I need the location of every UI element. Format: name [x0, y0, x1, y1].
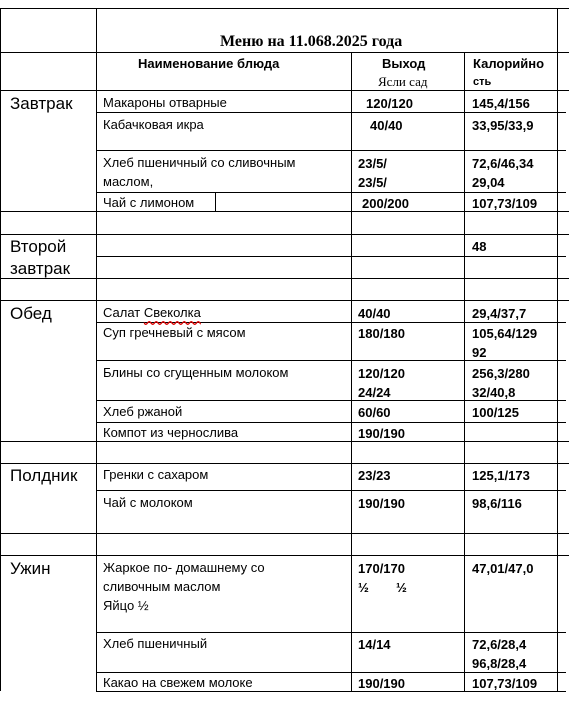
row-divider [96, 256, 566, 257]
dish-calories: 125,1/173 [472, 468, 530, 483]
dish-output-cont: 24/24 [358, 385, 391, 400]
dish-name: Суп гречневый с мясом [103, 325, 246, 340]
dish-calories: 29,4/37,7 [472, 306, 527, 321]
dish-calories: 107,73/109 [472, 196, 538, 211]
header-dish: Наименование блюда [138, 56, 280, 71]
header-output: Выход [382, 56, 426, 71]
dish-output: 120/120 [358, 366, 405, 381]
dish-output-half: ½ [358, 580, 369, 595]
dish-output: 190/190 [358, 496, 405, 511]
dish-name [103, 303, 201, 322]
meal-breakfast: Завтрак [10, 94, 73, 113]
row-divider [0, 533, 569, 534]
dish-calories: 98,6/116 [472, 496, 522, 511]
dish-name: Какао на свежем молоке [103, 675, 253, 690]
dish-output: 200/200 [362, 196, 409, 211]
column-divider [557, 8, 558, 691]
dish-name: Блины со сгущенным молоком [103, 365, 289, 380]
dish-output: 23/5/ [358, 156, 387, 171]
dish-calories: 47,01/47,0 [472, 561, 534, 576]
dish-calories-cont: 96,8/28,4 [472, 656, 527, 671]
page-title: Меню на 11.068.2025 года [220, 33, 403, 50]
dish-name: Чай с лимоном [103, 195, 195, 210]
dish-name: Хлеб ржаной [103, 404, 183, 419]
dish-output: 190/190 [358, 426, 405, 441]
dish-output: 40/40 [358, 306, 391, 321]
dish-calories: 33,95/33,9 [472, 118, 534, 133]
dish-output: 60/60 [358, 405, 391, 420]
row-divider [0, 234, 569, 235]
dish-name-cont: Яйцо ½ [103, 598, 149, 613]
dish-name-prefix: Салат [103, 305, 141, 320]
dish-name-word: Свеколка [143, 305, 201, 320]
column-divider [0, 8, 1, 691]
dish-calories: 48 [472, 239, 487, 254]
header-calories-line2: сть [473, 76, 492, 88]
dish-name: Гренки с сахаром [103, 467, 209, 482]
dish-name: Кабачковая икра [103, 117, 204, 132]
dish-output: 23/23 [358, 468, 391, 483]
meal-snack: Полдник [10, 466, 78, 485]
dish-output-cont: 23/5/ [358, 175, 387, 190]
row-divider [0, 278, 569, 279]
dish-calories: 105,64/129 [472, 326, 538, 341]
column-divider [464, 52, 465, 691]
meal-dinner: Ужин [10, 559, 51, 578]
dish-calories: 107,73/109 [472, 676, 538, 691]
row-divider [0, 52, 569, 53]
header-calories-line1: Калорийно [473, 56, 545, 71]
dish-output: 190/190 [358, 676, 405, 691]
dish-name: Жаркое по- домашнему со [103, 560, 265, 575]
header-calories [473, 55, 544, 91]
dish-calories: 72,6/46,34 [472, 156, 534, 171]
meal-lunch: Обед [10, 304, 52, 323]
dish-output: 170/170 [358, 561, 405, 576]
dish-output: 40/40 [370, 118, 403, 133]
dish-calories-cont: 92 [472, 345, 487, 360]
column-divider [215, 192, 216, 211]
row-divider [0, 463, 569, 464]
dish-name: Макароны отварные [103, 95, 227, 110]
row-divider [0, 555, 569, 556]
meal-second-breakfast-line1: Второй [10, 237, 67, 256]
dish-calories: 72,6/28,4 [472, 637, 527, 652]
dish-name: Хлеб пшеничный со сливочным [103, 155, 296, 170]
row-divider [96, 490, 566, 491]
column-divider [96, 8, 97, 691]
dish-output: 120/120 [366, 96, 413, 111]
column-divider [351, 52, 352, 691]
row-divider [96, 632, 566, 633]
dish-name-cont: сливочным маслом [103, 579, 221, 594]
dish-output: 14/14 [358, 637, 391, 652]
row-divider [96, 360, 566, 361]
header-output-sub: Ясли сад [378, 74, 428, 89]
dish-calories: 145,4/156 [472, 96, 530, 111]
dish-name: Чай с молоком [103, 495, 193, 510]
dish-name: Компот из чернослива [103, 425, 239, 440]
dish-output: 180/180 [358, 326, 405, 341]
dish-calories: 256,3/280 [472, 366, 530, 381]
meal-second-breakfast-line2: завтрак [10, 259, 71, 278]
row-divider [0, 441, 569, 442]
dish-name: Хлеб пшеничный [103, 636, 208, 651]
dish-name-cont: маслом, [103, 174, 154, 189]
dish-calories-cont: 32/40,8 [472, 385, 516, 400]
dish-calories-cont: 29,04 [472, 175, 505, 190]
row-divider [0, 300, 569, 301]
row-divider [96, 150, 566, 151]
row-divider [0, 8, 569, 9]
dish-calories: 100/125 [472, 405, 519, 420]
dish-output-half: ½ [396, 580, 407, 595]
